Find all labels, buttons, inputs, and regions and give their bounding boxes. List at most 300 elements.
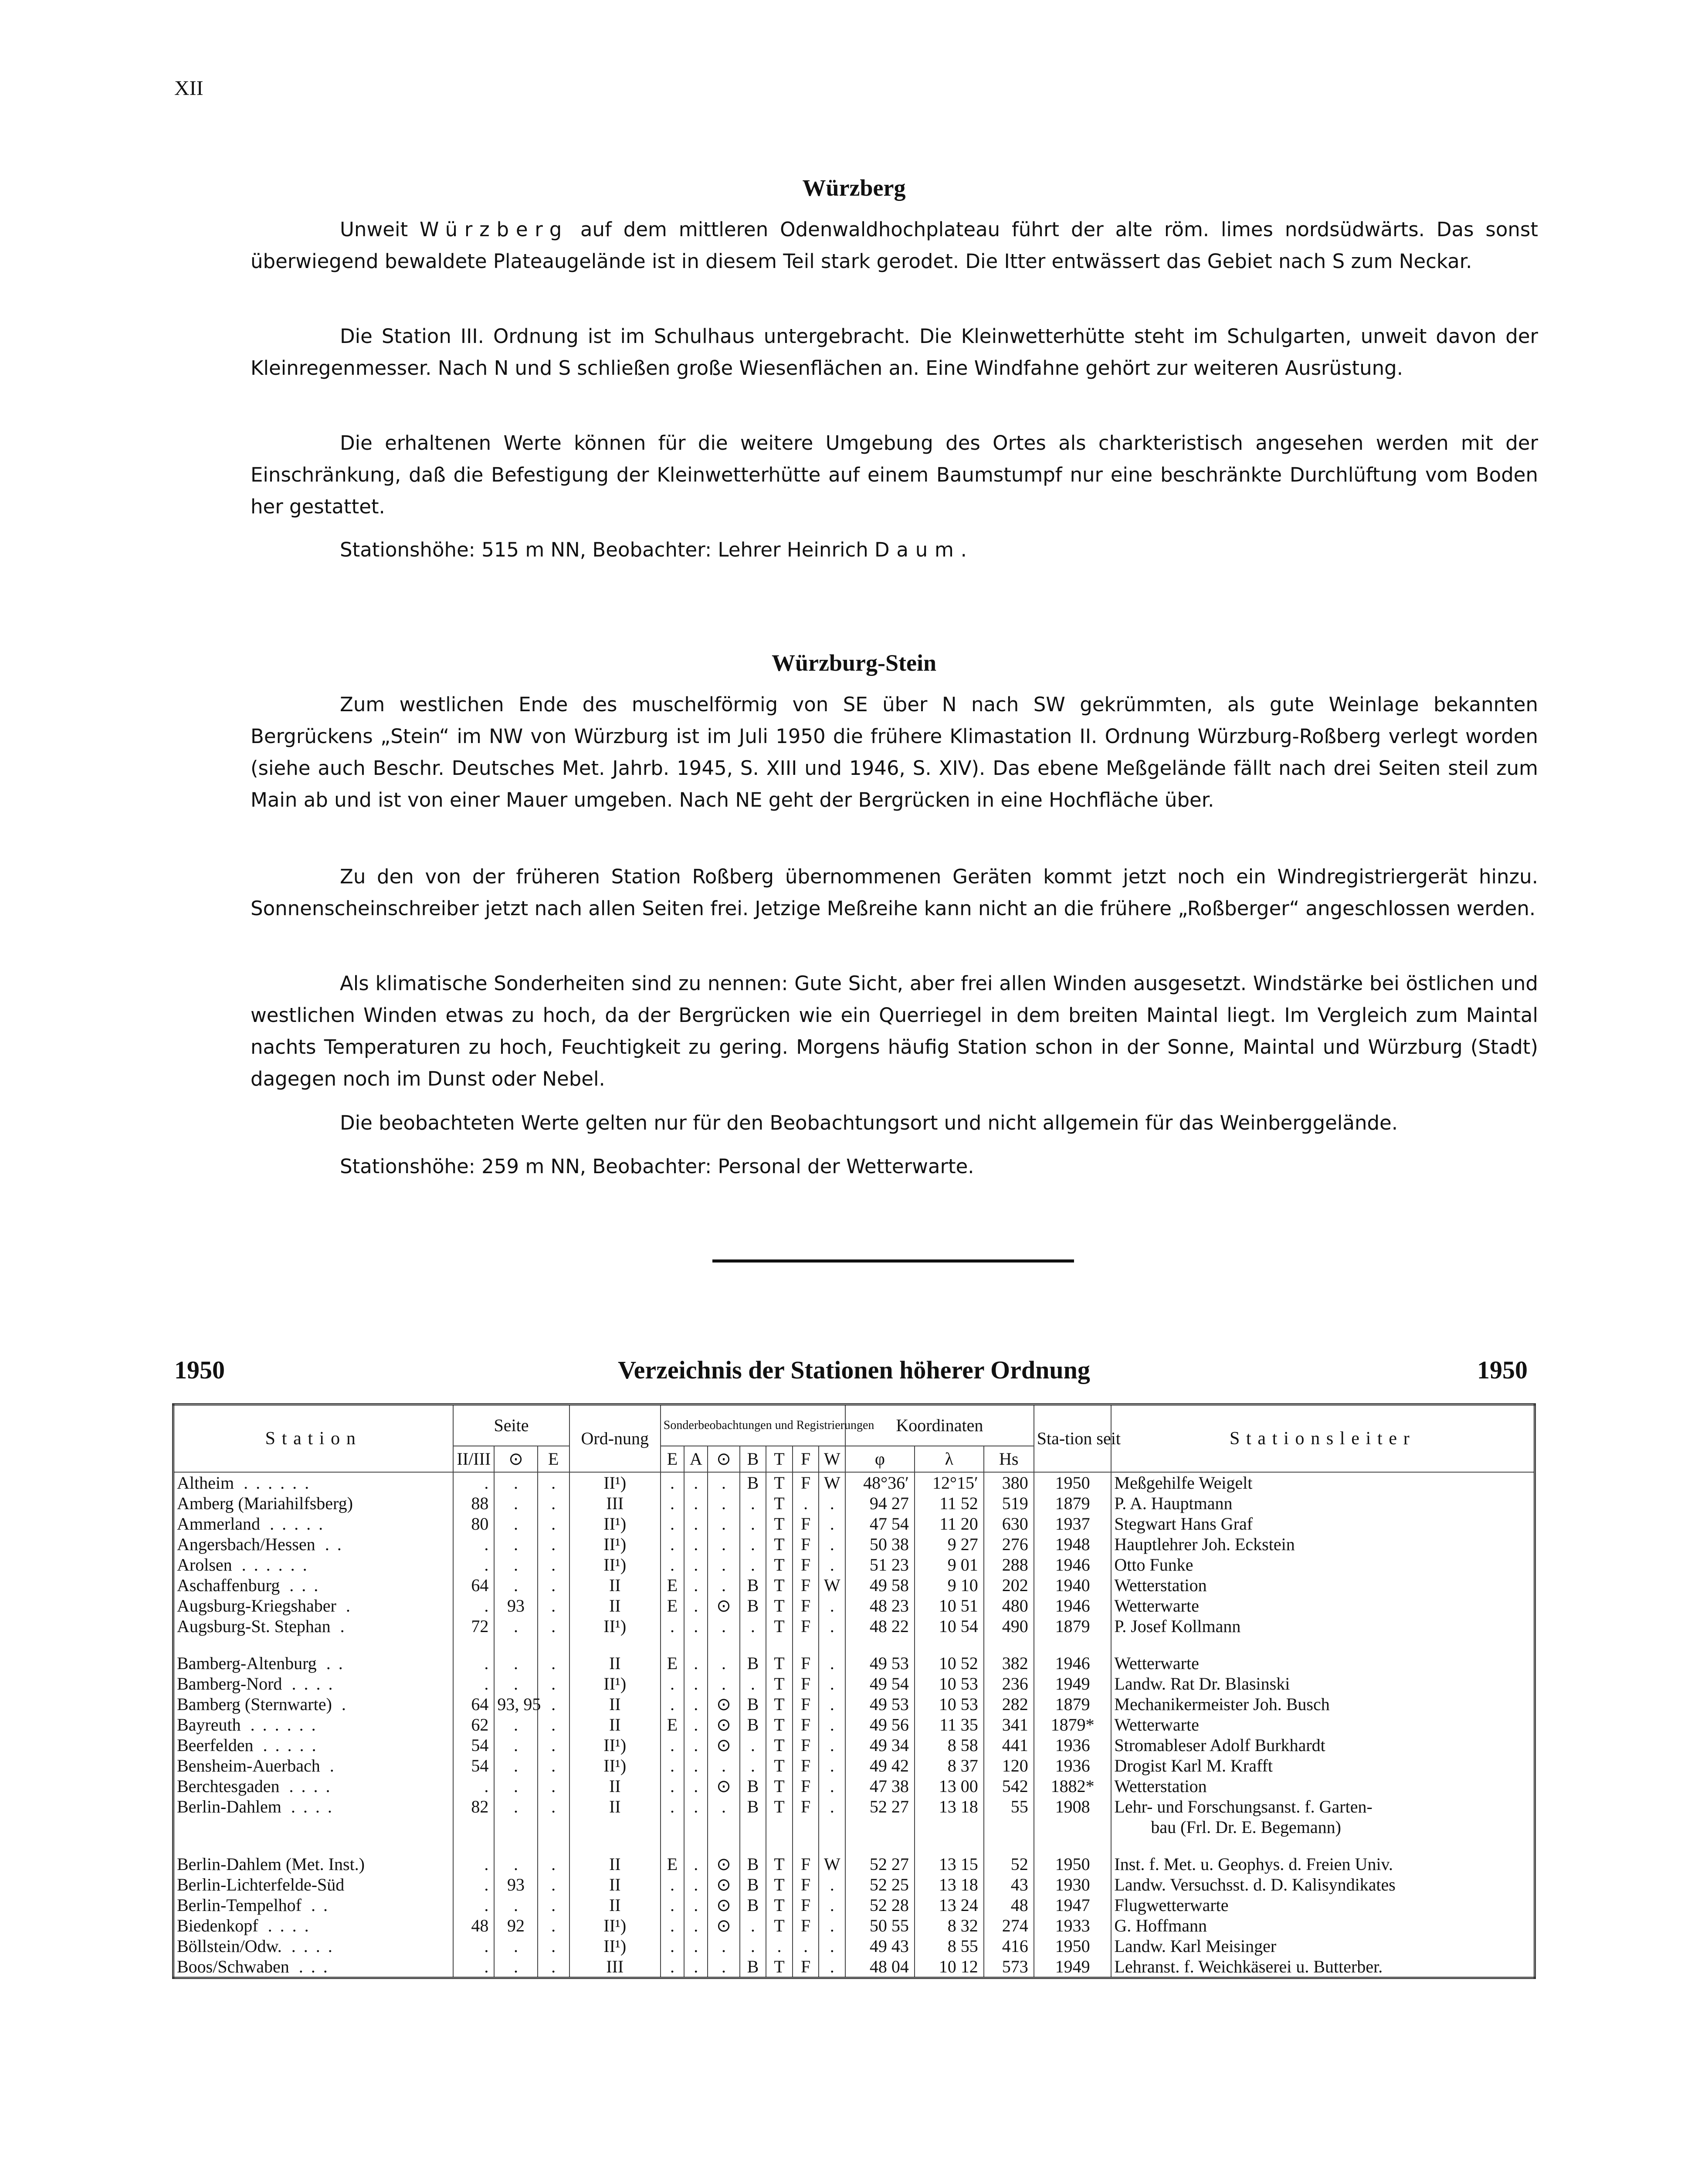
leader-dots: ..... [263,1735,324,1755]
seit-cell: 1936 [1034,1735,1112,1755]
f-cell: F [793,1595,819,1616]
station-name: Augsburg-St. Stephan [177,1616,331,1636]
f-cell: F [793,1915,819,1936]
spacer-cell [740,1837,766,1854]
a-cell: . [684,1694,708,1714]
f-cell: F [793,1534,819,1554]
s3-cell: . [538,1915,569,1936]
col-seite-e: E [538,1446,569,1472]
spacer-cell [708,1636,739,1653]
s2-cell: 92 [494,1915,537,1936]
b-cell: B [740,1575,766,1595]
hs-cell: 441 [984,1735,1034,1755]
t-cell: T [766,1874,793,1895]
s2-cell: . [494,1854,537,1874]
s3-cell: . [538,1694,569,1714]
a-cell: . [684,1616,708,1636]
leiter-cell: Flugwetterwarte [1111,1895,1535,1915]
t-cell: T [766,1854,793,1874]
a-cell: . [684,1575,708,1595]
col-seite: Seite [453,1405,569,1446]
spacer-cell [661,1837,684,1854]
w-cell: . [819,1956,845,1978]
sun-cell: . [708,1796,739,1817]
leiter-cell: Lehr- und Forschungsanst. f. Garten- [1111,1796,1535,1817]
leader-dots: . [329,1755,342,1775]
phi-cell: 49 34 [845,1735,915,1755]
spacer-cell [793,1636,819,1653]
station-name: Aschaffenburg [177,1575,280,1595]
station-name: Berchtesgaden [177,1776,280,1796]
s2-cell: . [494,1936,537,1956]
station-name-cell [173,1595,454,1616]
a-cell: . [684,1653,708,1673]
t-cell: T [766,1595,793,1616]
leader-dots: .... [289,1776,338,1796]
station-name: Bayreuth [177,1714,241,1734]
station-name: Beerfelden [177,1735,254,1755]
seit-cell: 1879* [1034,1714,1112,1735]
paragraph: Die erhaltenen Werte können für die weitere Umgebung des Ortes als charkteristisch angesehen werden mit der Einschränkung, daß die Befestigung der Kleinwetterhütte auf einem Baumstumpf nur eine beschränkte Durchlüftung vom Boden her gestattet. [251,431,1538,518]
b-cell: B [740,1472,766,1493]
e-cell: . [661,1694,684,1714]
ord-cell: II [569,1854,661,1874]
table-row [173,1694,1535,1714]
hs-cell: 202 [984,1575,1034,1595]
seit-cell: 1947 [1034,1895,1112,1915]
spacer-cell [845,1837,915,1854]
w-cell: W [819,1854,845,1874]
spacer-cell [766,1837,793,1854]
lam-cell [915,1817,984,1837]
hs-cell: 416 [984,1936,1034,1956]
table-row [173,1915,1535,1936]
spacer-cell [845,1636,915,1653]
lam-cell: 10 53 [915,1673,984,1694]
t-cell: T [766,1653,793,1673]
w-cell: . [819,1776,845,1796]
paragraph: Stationshöhe: 259 m NN, Beobachter: Personal der Wetterwarte. [340,1155,974,1178]
lam-cell: 8 37 [915,1755,984,1776]
b-cell: B [740,1653,766,1673]
ord-cell: II¹) [569,1673,661,1694]
s2-cell: 93 [494,1874,537,1895]
station-name-cell [173,1472,454,1493]
ord-cell: II¹) [569,1472,661,1493]
sun-cell: ⊙ [708,1854,739,1874]
leiter-cell: P. A. Hauptmann [1111,1493,1535,1514]
spacer-cell [984,1837,1034,1854]
station-name-cell [173,1956,454,1978]
leader-dots: . [340,1616,352,1636]
table-row [173,1796,1535,1817]
s3-cell: . [538,1673,569,1694]
station-name: Ammerland [177,1514,261,1534]
b-cell: B [740,1776,766,1796]
spacer-cell [661,1636,684,1653]
seit-cell: 1950 [1034,1936,1112,1956]
s3-cell: . [538,1936,569,1956]
hs-cell [984,1817,1034,1837]
seit-cell: 1940 [1034,1575,1112,1595]
leiter-cell: Wetterstation [1111,1776,1535,1796]
station-name: Berlin-Tempelhof [177,1895,302,1915]
e-cell: . [661,1735,684,1755]
leader-dots: ..... [270,1514,331,1534]
leiter-cell: Landw. Karl Meisinger [1111,1936,1535,1956]
phi-cell: 50 38 [845,1534,915,1554]
seit-cell: 1946 [1034,1595,1112,1616]
s2-cell: . [494,1673,537,1694]
w-cell: . [819,1895,845,1915]
a-cell: . [684,1554,708,1575]
station-name: Berlin-Dahlem [177,1796,281,1816]
ord-cell: II¹) [569,1735,661,1755]
spacer-cell [453,1636,494,1653]
station-name-cell [173,1755,454,1776]
w-cell: W [819,1575,845,1595]
ord-cell: II [569,1595,661,1616]
b-cell: B [740,1694,766,1714]
spacer-cell [494,1837,537,1854]
seit-cell: 1930 [1034,1874,1112,1895]
table-row [173,1595,1535,1616]
s1-cell: . [453,1956,494,1978]
a-cell: . [684,1595,708,1616]
section-title-wuerzburg-stein: Würzburg-Stein [772,650,936,676]
f-cell: F [793,1776,819,1796]
s1-cell: . [453,1874,494,1895]
phi-cell: 94 27 [845,1493,915,1514]
w-cell: . [819,1514,845,1534]
s1-cell: . [453,1653,494,1673]
leader-dots: .. [311,1895,336,1915]
phi-cell: 49 43 [845,1936,915,1956]
s2-cell: 93, 95 [494,1694,537,1714]
leader-dots: ...... [241,1554,315,1575]
hs-cell: 276 [984,1534,1034,1554]
station-name-cell [173,1653,454,1673]
leiter-cell: Inst. f. Met. u. Geophys. d. Freien Univ. [1111,1854,1535,1874]
f-cell: F [793,1514,819,1534]
s3-cell: . [538,1493,569,1514]
s2-cell: 93 [494,1595,537,1616]
hs-cell: 282 [984,1694,1034,1714]
leader-dots: .... [291,1796,340,1816]
s1-cell: . [453,1554,494,1575]
s1-cell: 54 [453,1735,494,1755]
col-sonder-t: T [766,1446,793,1472]
station-name: Biedenkopf [177,1915,258,1935]
sun-cell: ⊙ [708,1694,739,1714]
seit-cell: 1933 [1034,1915,1112,1936]
station-name-cell [173,1616,454,1636]
phi-cell: 51 23 [845,1554,915,1575]
spacer-cell [740,1636,766,1653]
f-cell: . [793,1936,819,1956]
hs-cell: 52 [984,1854,1034,1874]
ord-cell: II¹) [569,1755,661,1776]
s3-cell: . [538,1714,569,1735]
a-cell: . [684,1714,708,1735]
s1-cell: 54 [453,1755,494,1776]
ord-cell: II¹) [569,1936,661,1956]
ord-cell: II [569,1714,661,1735]
table-row [173,1735,1535,1755]
lam-cell: 11 35 [915,1714,984,1735]
s1-cell: 80 [453,1514,494,1534]
phi-cell: 50 55 [845,1915,915,1936]
spacer-cell [173,1837,454,1854]
table-row [173,1616,1535,1636]
a-cell: . [684,1895,708,1915]
b-cell: B [740,1714,766,1735]
lam-cell: 9 27 [915,1534,984,1554]
lam-cell: 11 20 [915,1514,984,1534]
table-row [173,1653,1535,1673]
lam-cell: 8 55 [915,1936,984,1956]
sun-cell: . [708,1616,739,1636]
b-cell [740,1817,766,1837]
e-cell: . [661,1673,684,1694]
seit-cell: 1950 [1034,1854,1112,1874]
seit-cell: 1946 [1034,1653,1112,1673]
a-cell: . [684,1854,708,1874]
sun-cell: . [708,1755,739,1776]
station-name: Berlin-Lichterfelde-Süd [177,1874,345,1894]
hs-cell: 43 [984,1874,1034,1895]
a-cell: . [684,1874,708,1895]
col-hs: Hs [984,1446,1034,1472]
station-name-cell [173,1915,454,1936]
b-cell: . [740,1735,766,1755]
w-cell: . [819,1673,845,1694]
phi-cell: 49 56 [845,1714,915,1735]
table-year-right: 1950 [1477,1356,1528,1384]
lam-cell: 13 00 [915,1776,984,1796]
sun-cell: ⊙ [708,1735,739,1755]
hs-cell: 274 [984,1915,1034,1936]
seit-cell: 1948 [1034,1534,1112,1554]
seit-cell: 1879 [1034,1694,1112,1714]
ord-cell: III [569,1956,661,1978]
t-cell: T [766,1493,793,1514]
b-cell: . [740,1936,766,1956]
e-cell: . [661,1616,684,1636]
lam-cell: 13 18 [915,1796,984,1817]
table-row [173,1534,1535,1554]
s2-cell: . [494,1895,537,1915]
leader-dots: .... [291,1673,341,1694]
w-cell: . [819,1493,845,1514]
s3-cell: . [538,1755,569,1776]
col-seite-ii-iii: II/III [453,1446,494,1472]
s1-cell: . [453,1776,494,1796]
leiter-cell: Wetterwarte [1111,1714,1535,1735]
sun-cell: . [708,1493,739,1514]
a-cell: . [684,1534,708,1554]
b-cell: . [740,1554,766,1575]
station-name-cell [173,1673,454,1694]
a-cell: . [684,1673,708,1694]
col-stationsleiter: Stationsleiter [1111,1405,1535,1472]
spacer-cell [569,1636,661,1653]
leader-dots: ... [298,1956,336,1976]
phi-cell: 49 53 [845,1653,915,1673]
s2-cell: . [494,1956,537,1978]
lam-cell: 10 53 [915,1694,984,1714]
sun-cell: . [708,1653,739,1673]
ord-cell: II¹) [569,1915,661,1936]
table-row [173,1514,1535,1534]
w-cell: . [819,1554,845,1575]
station-name-cell [173,1534,454,1554]
sun-cell: . [708,1956,739,1978]
spacer-cell [819,1636,845,1653]
paragraph: Stationshöhe: 515 m NN, Beobachter: Lehrer Heinrich Daum. [340,538,967,561]
f-cell: F [793,1956,819,1978]
table-row [173,1817,1535,1837]
w-cell: . [819,1874,845,1895]
s2-cell: . [494,1714,537,1735]
ord-cell: II¹) [569,1534,661,1554]
s3-cell: . [538,1514,569,1534]
col-station-seit: Sta-tion seit [1034,1405,1112,1472]
e-cell: E [661,1595,684,1616]
spacer-cell [538,1636,569,1653]
leiter-cell: Drogist Karl M. Krafft [1111,1755,1535,1776]
ord-cell: II [569,1653,661,1673]
phi-cell: 52 27 [845,1854,915,1874]
b-cell: . [740,1755,766,1776]
leader-dots: ...... [244,1473,317,1493]
a-cell: . [684,1796,708,1817]
col-sonder: Sonderbeobachtungen und Registrierungen [661,1405,845,1446]
s1-cell: . [453,1534,494,1554]
lam-cell: 10 51 [915,1595,984,1616]
seit-cell: 1936 [1034,1755,1112,1776]
leiter-cell: Stegwart Hans Graf [1111,1514,1535,1534]
f-cell: . [793,1493,819,1514]
e-cell: . [661,1956,684,1978]
station-name-cell [173,1714,454,1735]
hs-cell: 519 [984,1493,1034,1514]
s2-cell: . [494,1472,537,1493]
leiter-cell: Wetterwarte [1111,1595,1535,1616]
w-cell: . [819,1534,845,1554]
spacer-cell [569,1837,661,1854]
s3-cell [538,1817,569,1837]
s2-cell: . [494,1796,537,1817]
t-cell: T [766,1472,793,1493]
table-row [173,1854,1535,1874]
spacer-cell [1034,1636,1112,1653]
station-name-cell [173,1694,454,1714]
paragraph: Die Station III. Ordnung ist im Schulhaus untergebracht. Die Kleinwetterhütte steht im Schulgarten, unweit davon der Kleinregenmesser. Nach N und S schließen große Wiesenflächen an. Eine Windfahne gehört zur weiteren Ausrüstung. [251,325,1538,380]
w-cell: . [819,1616,845,1636]
t-cell: T [766,1534,793,1554]
e-cell: . [661,1936,684,1956]
t-cell: T [766,1895,793,1915]
e-cell: . [661,1554,684,1575]
f-cell: F [793,1735,819,1755]
station-name: Altheim [177,1473,234,1493]
lam-cell: 13 15 [915,1854,984,1874]
f-cell: F [793,1575,819,1595]
station-name-cell [173,1735,454,1755]
ord-cell: II [569,1575,661,1595]
lam-cell: 8 58 [915,1735,984,1755]
s2-cell: . [494,1653,537,1673]
a-cell: . [684,1956,708,1978]
separator-rule [712,1259,1074,1263]
station-name: Angersbach/Hessen [177,1534,315,1554]
b-cell: B [740,1854,766,1874]
s1-cell: . [453,1673,494,1694]
s1-cell: 82 [453,1796,494,1817]
f-cell: F [793,1694,819,1714]
sun-cell [708,1817,739,1837]
station-name-cell [173,1514,454,1534]
sun-cell: . [708,1575,739,1595]
ord-cell: II¹) [569,1554,661,1575]
w-cell [819,1817,845,1837]
t-cell: T [766,1514,793,1534]
hs-cell: 490 [984,1616,1034,1636]
hs-cell: 48 [984,1895,1034,1915]
s1-cell: 88 [453,1493,494,1514]
station-table [172,1403,1536,1979]
sun-cell: . [708,1534,739,1554]
col-sonder-f: F [793,1446,819,1472]
f-cell: F [793,1895,819,1915]
leiter-cell: Mechanikermeister Joh. Busch [1111,1694,1535,1714]
seit-cell: 1950 [1034,1472,1112,1493]
e-cell: . [661,1472,684,1493]
leader-dots: ... [289,1575,326,1595]
phi-cell: 49 42 [845,1755,915,1776]
e-cell: E [661,1575,684,1595]
station-name: Bamberg-Altenburg [177,1653,317,1673]
table-row [173,1776,1535,1796]
a-cell [684,1817,708,1837]
lam-cell: 12°15′ [915,1472,984,1493]
s2-cell: . [494,1616,537,1636]
sun-cell: ⊙ [708,1595,739,1616]
table-year-left: 1950 [174,1356,225,1384]
leiter-cell: Otto Funke [1111,1554,1535,1575]
f-cell: F [793,1796,819,1817]
sun-cell: . [708,1673,739,1694]
phi-cell: 52 28 [845,1895,915,1915]
s2-cell: . [494,1514,537,1534]
ord-cell: II¹) [569,1514,661,1534]
table-row [173,1575,1535,1595]
station-name: Augsburg-Kriegshaber [177,1595,336,1616]
b-cell: B [740,1956,766,1978]
leader-dots: . [346,1595,358,1616]
paragraph: Unweit Würzberg auf dem mittleren Odenwaldhochplateau führt der alte röm. limes nordsüdwärts. Das sonst überwiegend bewaldete Plateaugelände ist in diesem Teil stark gerodet. Die Itter entwässert das Gebiet nach S zum Neckar. [251,218,1538,273]
s3-cell: . [538,1956,569,1978]
station-name: Bamberg (Sternwarte) [177,1694,332,1714]
hs-cell: 120 [984,1755,1034,1776]
sun-cell: . [708,1554,739,1575]
paragraph: Als klimatische Sonderheiten sind zu nennen: Gute Sicht, aber frei allen Winden ausgesetzt. Windstärke bei östlichen und westlichen Winden etwas zu hoch, da der Bergrücken wie ein Querriegel in dem breiten Maintal liegt. Im Vergleich zum Maintal nachts Temperaturen zu hoch, Feuchtigkeit zu gering. Morgens häufig Station schon in der Sonne, Maintal und Würzburg (Stadt) dagegen noch im Dunst oder Nebel. [251,972,1538,1090]
lam-cell: 9 10 [915,1575,984,1595]
seit-cell: 1937 [1034,1514,1112,1534]
s1-cell: 62 [453,1714,494,1735]
e-cell: . [661,1874,684,1895]
